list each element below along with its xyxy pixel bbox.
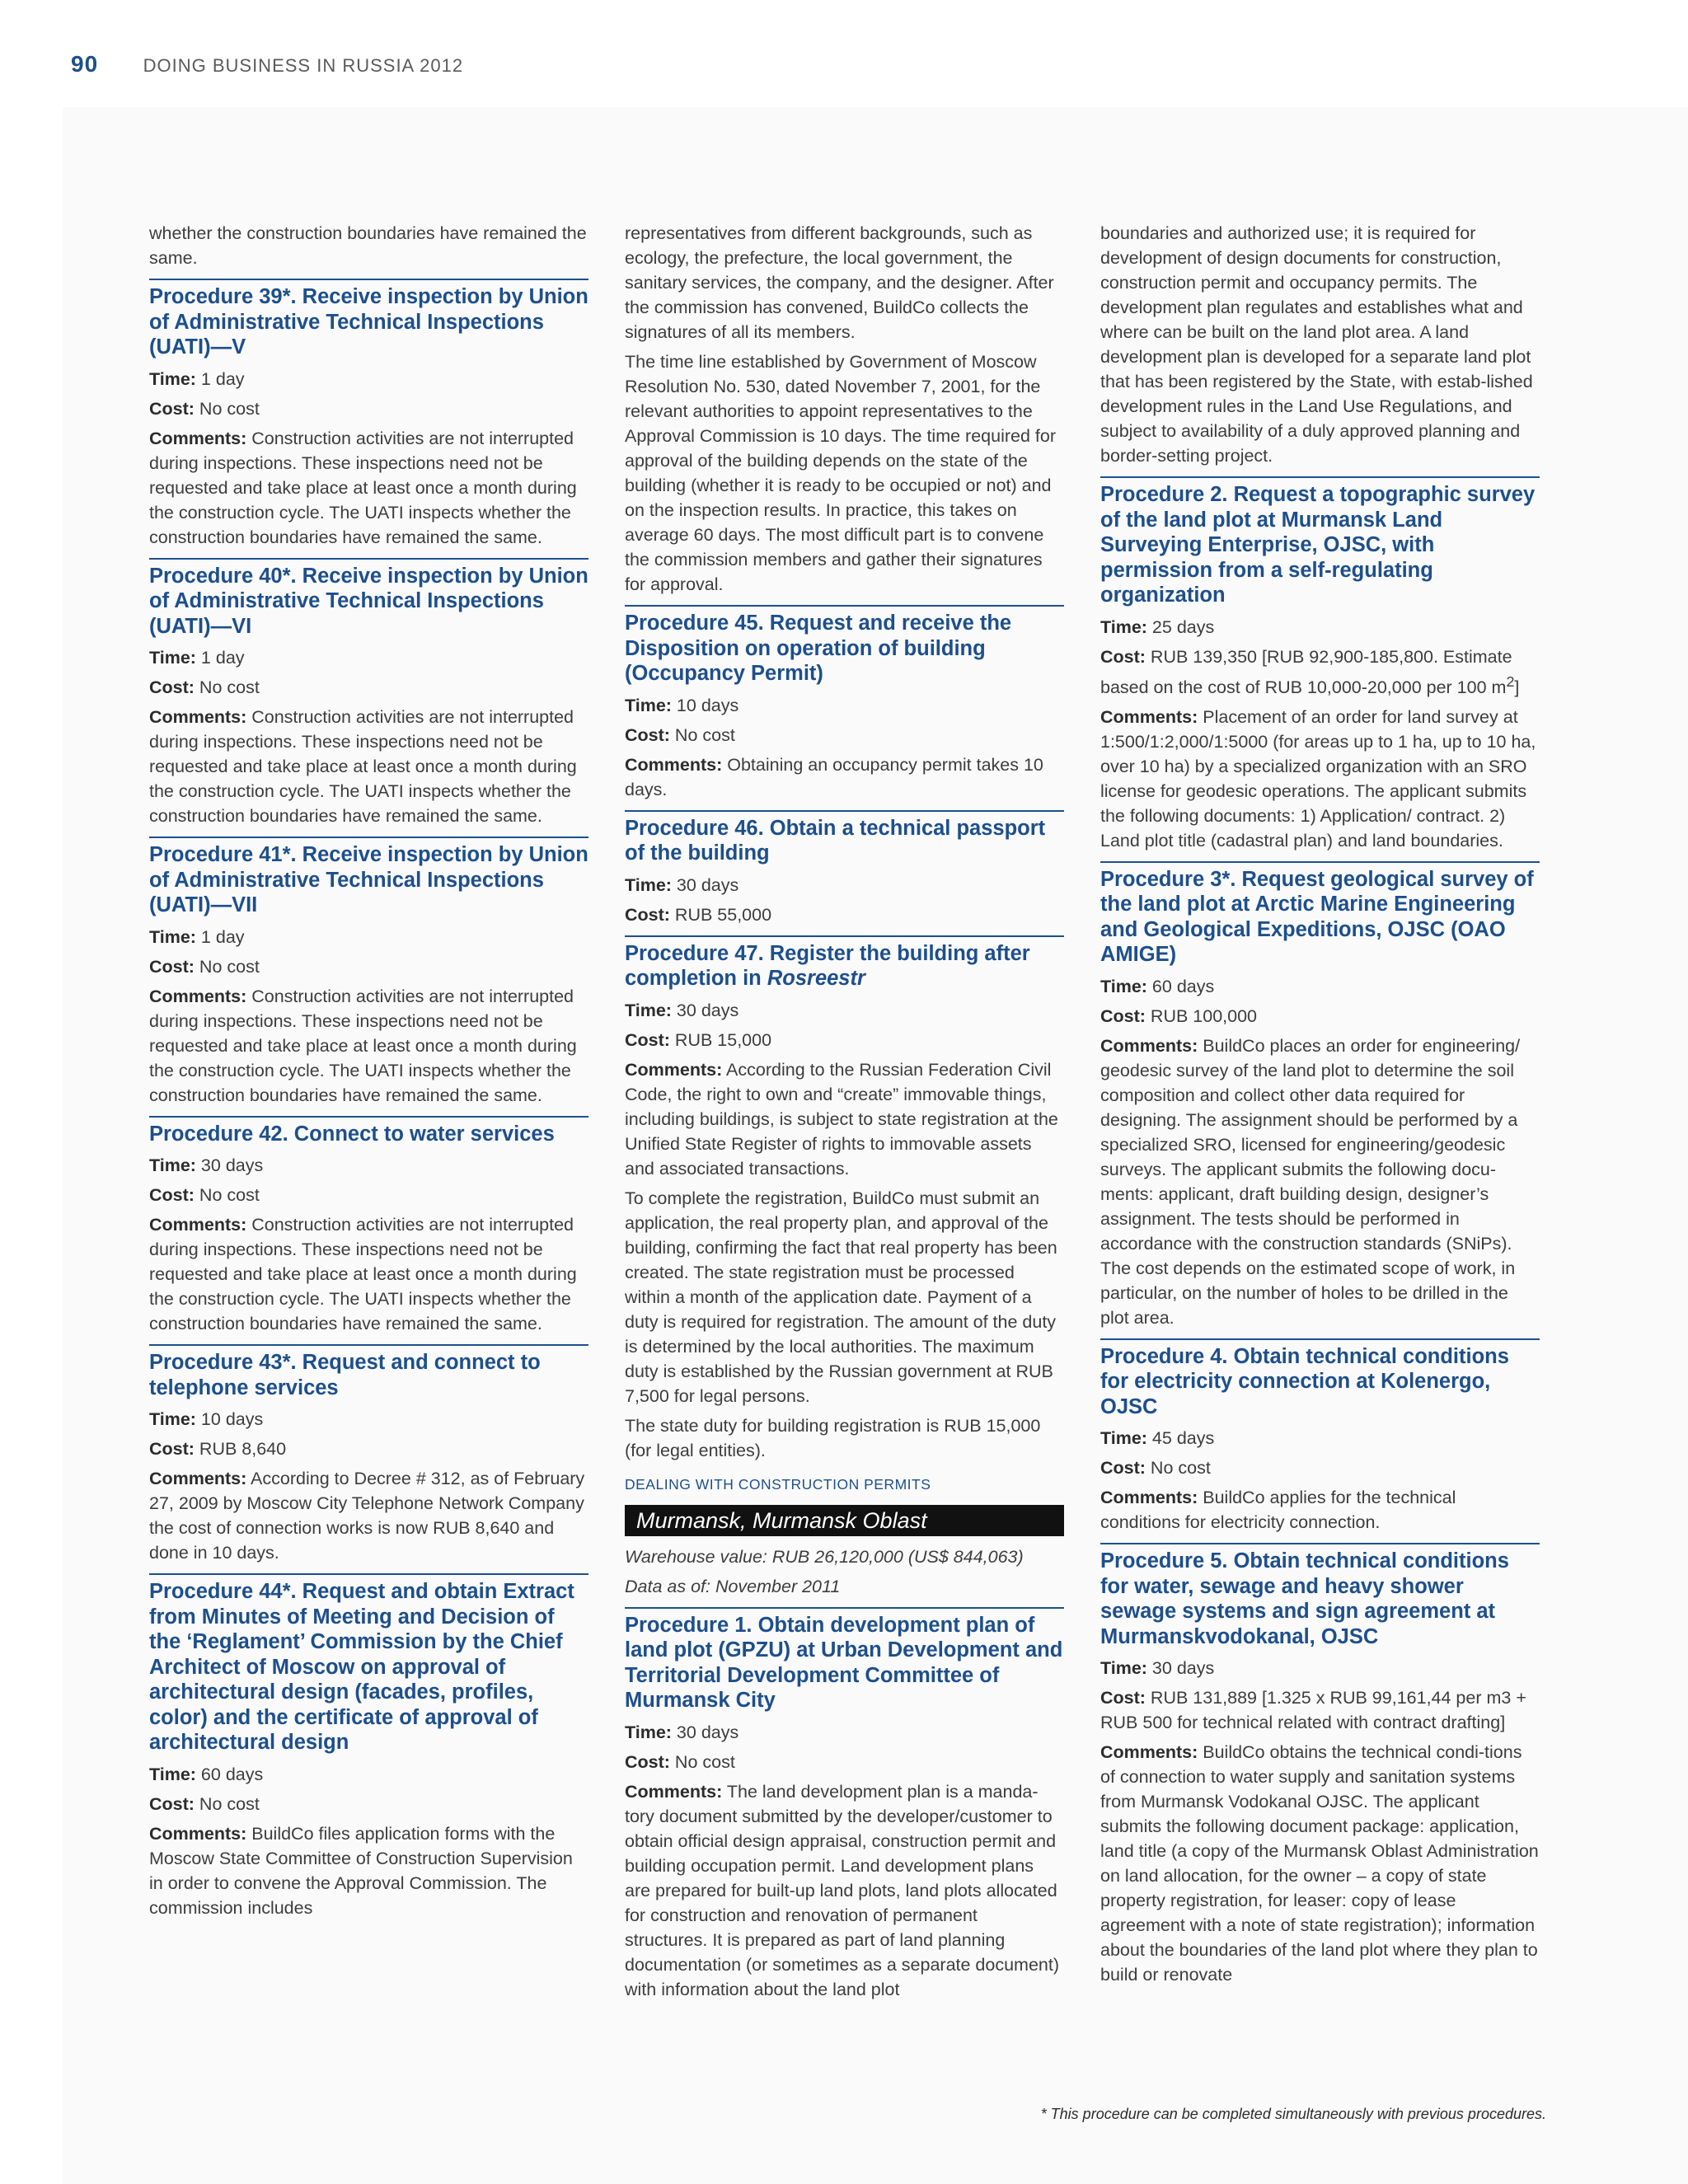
time-value: 10 days	[195, 1409, 264, 1429]
cost-value: No cost	[194, 398, 260, 419]
procedure-block	[149, 1344, 588, 1565]
cost-value: No cost	[1145, 1458, 1211, 1479]
procedure-3-time	[1100, 974, 1540, 999]
cost-value: RUB 100,000	[1145, 1005, 1257, 1026]
time-label: Time:	[625, 695, 672, 715]
procedure-5-cost	[1100, 1685, 1540, 1735]
procedure-time	[149, 645, 588, 670]
comments-label: Comments:	[149, 707, 247, 727]
procedure-47-title-italic: Rosreestr	[767, 967, 865, 990]
procedure-5-title: Procedure 5. Obtain technical conditions for water, sewage and heavy shower sewage systems and sign agreement at Murmanskvodokanal, OJSC	[1100, 1549, 1509, 1648]
comments-value: Construction activities are not interrupted during inspections. These inspections need not be requested and take place at least once a month during the construction cycle. The UATI inspects whether the construction boundaries have remained the same.	[149, 1215, 577, 1333]
time-value: 1 day	[195, 648, 245, 668]
cost-label: Cost:	[625, 724, 670, 745]
procedure-comments	[149, 426, 588, 550]
procedure-45-comments	[625, 752, 1064, 802]
time-label: Time:	[149, 368, 196, 389]
data-as-of: Data as of: November 2011	[625, 1576, 841, 1596]
procedure-title: Procedure 43*. Request and connect to telephone services	[149, 1351, 541, 1399]
section-label: DEALING WITH CONSTRUCTION PERMITS	[625, 1475, 931, 1493]
comments-value: Construction activities are not interrupted during inspections. These inspections need not be requested and take place at least once a month during the construction cycle. The UATI inspects whether the construction boundaries have remained the same.	[149, 986, 577, 1105]
procedure-4-title: Procedure 4. Obtain technical conditions for electricity connection at Kolenergo, OJSC	[1100, 1344, 1509, 1418]
comments-label: Comments:	[1100, 1488, 1198, 1508]
procedure-5-time	[1100, 1656, 1540, 1680]
comments-value: BuildCo applies for the technical conditions for electricity connection.	[1100, 1488, 1456, 1533]
procedure-46-cost	[625, 902, 1064, 927]
warehouse-value: Warehouse value: RUB 26,120,000 (US$ 844,063)	[625, 1546, 1024, 1567]
procedure-46-title: Procedure 46. Obtain a technical passport of the building	[625, 816, 1046, 865]
time-value: 30 days	[671, 1722, 739, 1742]
running-title: DOING BUSINESS IN RUSSIA 2012	[143, 55, 464, 76]
procedure-time	[149, 925, 588, 949]
comments-value: BuildCo places an order for engineering/ geodesic survey of the land plot to determine the soil composition and collect other data required for designing. The assignment should be performed by a specialized SRO, licensed for engineering/geodesic surveys. The applicant submits the following docu-ments: applicant, draft building design, designer’s assignment. The tests should be performed in accordance with the construction standards (SNiPs). The cost depends on the estimated scope of work, in particular, on the number of holes to be drilled in the plot area.	[1100, 1035, 1521, 1328]
comments-value: Obtaining an occupancy permit takes 10 days.	[625, 754, 1043, 799]
city-heading: Murmansk, Murmansk Oblast	[625, 1505, 1064, 1536]
procedure-46	[625, 810, 1064, 927]
procedure-block	[149, 558, 588, 829]
cost-value: RUB 55,000	[669, 904, 772, 925]
procedure-cost	[149, 396, 588, 421]
comments-value: Placement of an order for land survey at 1:500/1:2,000/1:5000 (for areas up to 1 ha, up to 10 ha, over 10 ha) by a specialized organization with an SRO license for geodesic operations. The applicant submits the following documents: 1) Application/ contract. 2) Land plot title (cadastral plan) and land boundaries.	[1100, 706, 1536, 851]
procedure-47-title-text: Procedure 47. Register the building after completion in	[625, 941, 1030, 990]
comments-value: Construction activities are not interrupted during inspections. These inspections need not be requested and take place at least once a month during the construction cycle. The UATI inspects whether the construction boundaries have remained the same.	[149, 707, 577, 826]
procedure-comments	[149, 1821, 588, 1920]
procedure-comments	[149, 1212, 588, 1336]
procedure-45-cost	[625, 723, 1064, 748]
cost-label: Cost:	[625, 904, 670, 925]
comments-value: According to the Russian Federation Civil Code, the right to own and “create” immovable things, including buildings, is subject to state registration at the Unified State Register of rights to immovable assets and associated transactions.	[625, 1059, 1058, 1179]
comments-label: Comments:	[149, 1469, 247, 1488]
procedure-cost	[149, 1183, 588, 1207]
comments-value: Construction activities are not interrupted during inspections. These inspections need not be requested and take place at least once a month during the construction cycle. The UATI inspects whether the construction boundaries have remained the same.	[149, 428, 577, 547]
page-number: 90	[71, 51, 99, 77]
procedure-cost	[149, 1792, 588, 1816]
procedure-1-comments	[625, 1779, 1064, 2002]
cost-label: Cost:	[149, 677, 195, 697]
comments-value: BuildCo obtains the technical condi-tions of connection to water supply and sanitation systems from Murmansk Vodokanal OJSC. The applicant submits the following document package: application, land title (a copy of the Murmansk Oblast Administration on land allocation, for the owner – a copy of state property registration, for leaser: copy of lease agreement with a note of state registration); information about the boundaries of the land plot where they plan to build or renovate	[1100, 1742, 1539, 1985]
cost-label: Cost:	[625, 1751, 670, 1772]
procedure-block	[149, 279, 588, 550]
cost-value: No cost	[669, 1751, 735, 1772]
procedure-1-cost	[625, 1750, 1064, 1774]
procedure-title: Procedure 40*. Receive inspection by Union of Administrative Technical Inspections (UATI)—VI	[149, 564, 588, 638]
cost-label: Cost:	[625, 1029, 670, 1050]
comments-label: Comments:	[149, 986, 247, 1006]
cost-value: RUB 15,000	[669, 1029, 772, 1050]
cost-value: No cost	[194, 1793, 260, 1814]
procedure-title: Procedure 39*. Receive inspection by Union of Administrative Technical Inspections (UATI)—V	[149, 285, 588, 359]
time-label: Time:	[149, 1155, 196, 1175]
procedure-45-time	[625, 693, 1064, 718]
procedure-cost	[149, 954, 588, 979]
procedure-3-comments	[1100, 1033, 1540, 1330]
procedure-47-title	[625, 941, 1064, 991]
procedure-5-comments	[1100, 1740, 1540, 1987]
procedure-47-time	[625, 998, 1064, 1023]
column-2-intro-2: The time line established by Government of Moscow Resolution No. 530, dated November 7, 2001, for the relevant authorities to appoint representatives to the Approval Commission is 10 days. The time required for approval of the building depends on the state of the building (whether it is ready to be occupied or not) and on the inspection results. In practice, this takes on average 60 days. The most difficult part is to convene the commission members and gather their signatures for approval.	[625, 352, 1056, 594]
procedure-title: Procedure 41*. Receive inspection by Union of Administrative Technical Inspections (UATI)—VII	[149, 843, 588, 916]
time-value: 30 days	[195, 1155, 264, 1175]
time-value: 30 days	[1146, 1658, 1215, 1679]
time-label: Time:	[1100, 1658, 1147, 1679]
comments-label: Comments:	[149, 428, 247, 448]
comments-label: Comments:	[149, 1823, 247, 1844]
procedure-time	[149, 1153, 588, 1178]
column-1	[149, 221, 588, 1925]
cost-label: Cost:	[149, 1793, 195, 1814]
comments-label: Comments:	[625, 754, 723, 775]
procedure-comments	[149, 1466, 588, 1565]
cost-value: RUB 8,640	[194, 1439, 287, 1459]
time-value: 45 days	[1146, 1428, 1215, 1449]
time-value: 1 day	[195, 368, 245, 389]
time-label: Time:	[625, 1000, 672, 1020]
cost-label: Cost:	[1100, 1005, 1146, 1026]
procedure-4-comments	[1100, 1485, 1540, 1535]
procedure-1	[625, 1607, 1064, 2002]
cost-label: Cost:	[149, 1185, 195, 1205]
cost-label: Cost:	[149, 956, 195, 977]
time-value: 1 day	[195, 926, 245, 947]
time-value: 60 days	[195, 1764, 264, 1784]
comments-label: Comments:	[625, 1781, 723, 1802]
comments-label: Comments:	[1100, 706, 1198, 727]
procedure-5	[1100, 1543, 1540, 1987]
time-value: 30 days	[671, 874, 739, 895]
procedure-3-title: Procedure 3*. Request geological survey of the land plot at Arctic Marine Engineering and Geological Expeditions, OJSC (OAO AMIGE)	[1100, 867, 1534, 967]
procedure-46-time	[625, 873, 1064, 898]
cost-label: Cost:	[1100, 646, 1146, 667]
comments-label: Comments:	[625, 1059, 723, 1080]
cost-label: Cost:	[1100, 1458, 1146, 1479]
column-2	[625, 221, 1064, 2007]
procedure-47-extra-1: To complete the registration, BuildCo must submit an application, the real property plan, and approval of the building, confirming the fact that real property has been created. The state registration must be processed within a month of the application date. Payment of a duty is required for registration. The amount of the duty is determined by the local authorities. The maximum duty is established by the Russian government at RUB 7,500 for legal persons.	[625, 1188, 1057, 1406]
cost-value: No cost	[194, 1185, 260, 1205]
comments-label: Comments:	[1100, 1035, 1198, 1056]
footnote: * This procedure can be completed simultaneously with previous procedures.	[1040, 2106, 1546, 2122]
procedure-47-cost	[625, 1028, 1064, 1052]
procedure-block	[149, 837, 588, 1108]
procedure-3-cost	[1100, 1004, 1540, 1029]
time-label: Time:	[149, 926, 196, 947]
time-label: Time:	[149, 648, 196, 668]
procedure-1-time	[625, 1720, 1064, 1745]
cost-label: Cost:	[149, 1439, 195, 1459]
page-header	[71, 51, 463, 77]
time-value: 60 days	[1146, 976, 1215, 996]
procedure-time	[149, 367, 588, 391]
cost-value: RUB 131,889 [1.325 x RUB 99,161,44 per m3 + RUB 500 for technical related with contract drafting]	[1100, 1688, 1526, 1733]
procedure-title: Procedure 42. Connect to water services	[149, 1122, 555, 1146]
procedure-4-cost	[1100, 1455, 1540, 1480]
procedure-2-title: Procedure 2. Request a topographic survey of the land plot at Murmansk Land Surveying Enterprise, OJSC, with permission from a self-regulating organization	[1100, 483, 1536, 607]
time-label: Time:	[1100, 616, 1147, 637]
comments-value: The land development plan is a manda-tory document submitted by the developer/customer to obtain official design appraisal, construction permit and building occupation permit. Land development plans are prepared for built-up land plots, land plots allocated for construction and renovation of permanent structures. It is prepared as part of land planning documentation (or sometimes as a separate document) with information about the land plot	[625, 1781, 1060, 1999]
column-1-procedures	[149, 279, 588, 1920]
cost-superscript: 2	[1506, 673, 1515, 690]
cost-label: Cost:	[149, 398, 195, 419]
procedure-4	[1100, 1338, 1540, 1535]
cost-value-end: ]	[1514, 677, 1520, 697]
procedure-45	[625, 605, 1064, 802]
time-label: Time:	[149, 1409, 196, 1429]
column-3	[1100, 221, 1540, 1992]
procedure-time	[149, 1762, 588, 1787]
column-2-intro-1: representatives from different backgrounds, such as ecology, the prefecture, the local government, the sanitary services, the company, and the designer. After the commission has convened, BuildCo collects the signatures of all its members.	[625, 223, 1054, 342]
procedure-2-comments	[1100, 705, 1540, 853]
procedure-1-title: Procedure 1. Obtain development plan of land plot (GPZU) at Urban Development and Territorial Development Committee of Murmansk City	[625, 1613, 1063, 1712]
procedure-2-cost	[1100, 644, 1540, 700]
time-label: Time:	[1100, 1428, 1147, 1449]
procedure-cost	[149, 675, 588, 700]
column-3-intro: boundaries and authorized use; it is required for development of design documents for construction, construction permit and occupancy permits. The development plan regulates and establishes what and where can be built on the land plot area. A land development plan is developed for a separate land plot that has been registered by the State, with estab-lished development rules in the Land Use Regulations, and subject to availability of a duly approved planning and border-setting project.	[1100, 223, 1533, 466]
cost-label: Cost:	[1100, 1688, 1146, 1708]
procedure-47-comments	[625, 1057, 1064, 1181]
procedure-cost	[149, 1436, 588, 1461]
cost-value: No cost	[194, 677, 260, 697]
time-label: Time:	[1100, 976, 1147, 996]
cost-value: No cost	[194, 956, 260, 977]
procedure-4-time	[1100, 1426, 1540, 1451]
procedure-3	[1100, 861, 1540, 1330]
procedure-block	[149, 1573, 588, 1920]
column-1-intro: whether the construction boundaries have remained the same.	[149, 223, 587, 268]
procedure-45-title: Procedure 45. Request and receive the Disposition on operation of building (Occupancy Permit)	[625, 612, 1012, 685]
cost-value: RUB 139,350 [RUB 92,900-185,800. Estimate based on the cost of RUB 10,000-20,000 per 100 m	[1100, 646, 1512, 697]
comments-value: BuildCo files application forms with the Moscow State Committee of Construction Supervision in order to convene the Approval Commission. The commission includes	[149, 1823, 573, 1918]
time-label: Time:	[625, 1722, 672, 1742]
comments-label: Comments:	[149, 1215, 247, 1235]
procedure-47-extra-2: The state duty for building registration is RUB 15,000 (for legal entities).	[625, 1415, 1041, 1460]
procedure-comments	[149, 705, 588, 828]
cost-value: No cost	[669, 724, 735, 745]
time-value: 25 days	[1146, 616, 1215, 637]
comments-label: Comments:	[1100, 1742, 1198, 1763]
time-label: Time:	[625, 874, 672, 895]
time-value: 30 days	[671, 1000, 739, 1020]
time-value: 10 days	[671, 695, 739, 715]
procedure-time	[149, 1407, 588, 1432]
procedure-2-time	[1100, 615, 1540, 640]
procedure-block	[149, 1116, 588, 1337]
procedure-47	[625, 935, 1064, 1463]
procedure-comments	[149, 984, 588, 1108]
time-label: Time:	[149, 1764, 196, 1784]
procedure-title: Procedure 44*. Request and obtain Extract from Minutes of Meeting and Decision of the ‘Reglament’ Commission by the Chief Architect of Moscow on approval of architectural design (facades, profiles, color) and the certificate of approval of architectural design	[149, 1580, 574, 1754]
procedure-2	[1100, 476, 1540, 853]
comments-value: According to Decree # 312, as of February 27, 2009 by Moscow City Telephone Network Company the cost of connection works is now RUB 8,640 and done in 10 days.	[149, 1469, 585, 1563]
